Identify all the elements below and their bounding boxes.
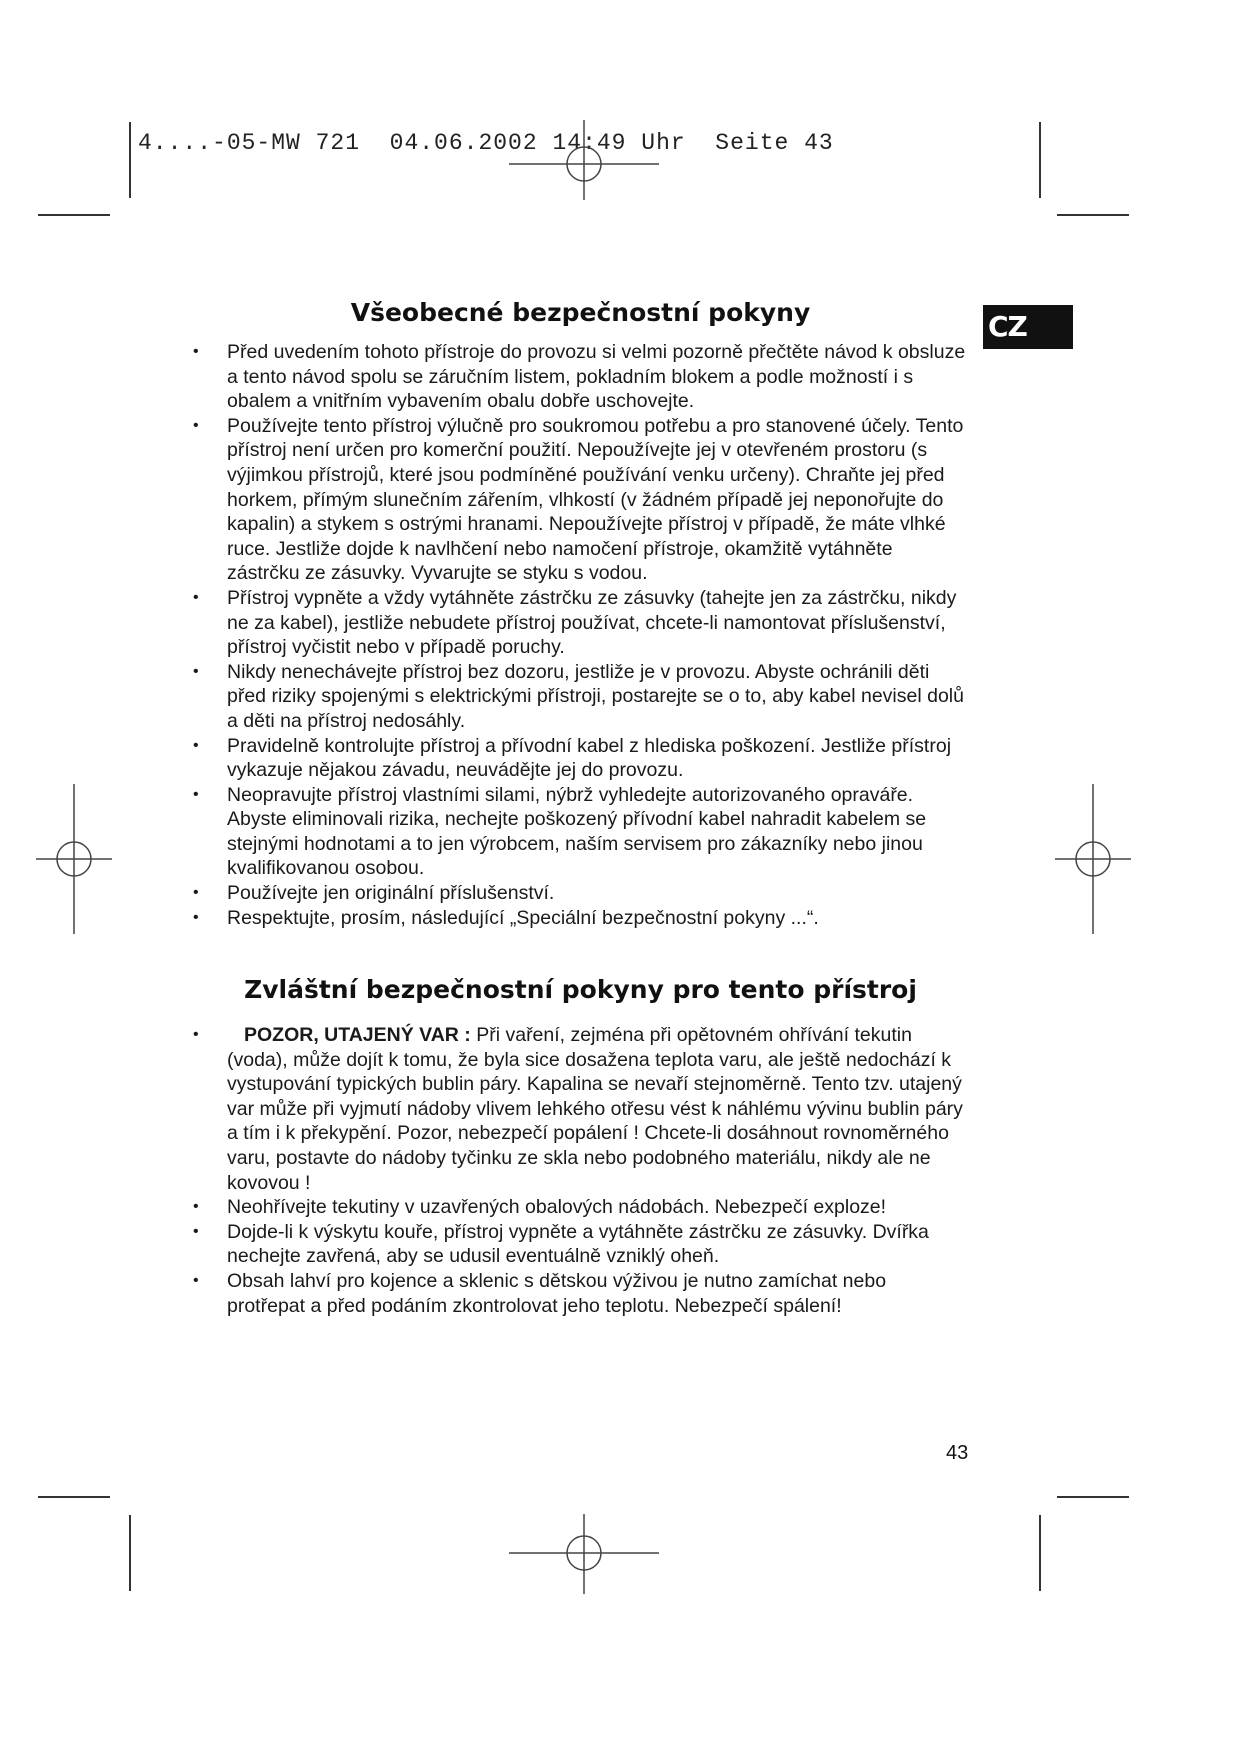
list-item: • Neopravujte přístroj vlastními silami, nýbrž vyhledejte autorizovaného opraváře. Abyste eliminovali rizika, nechejte poškozený přívodní kabel nahradit kabelem se stejnými hodnotami a to jen výrobcem, naším servisem pro zákazníky nebo jinou kvalifikovanou osobou.	[193, 783, 968, 881]
crop-mark-bottom-right-vertical	[1039, 1515, 1041, 1591]
section-heading: Všeobecné bezpečnostní pokyny	[350, 298, 811, 327]
page-number: 43	[946, 1442, 969, 1464]
safety-list	[193, 340, 968, 930]
section-heading: Zvláštní bezpečnostní pokyny pro tento přístroj	[244, 975, 917, 1004]
list-item: • Používejte jen originální příslušenství.	[193, 881, 968, 906]
list-item: • Pravidelně kontrolujte přístroj a přívodní kabel z hlediska poškození. Jestliže přístroj vykazuje nějakou závadu, neuvádějte jej do provozu.	[193, 734, 968, 783]
crop-mark-bottom-left-horizontal	[38, 1496, 110, 1498]
crop-mark-top-right-vertical	[1039, 122, 1041, 198]
list-item: • Respektujte, prosím, následující „Speciální bezpečnostní pokyny ...“.	[193, 906, 968, 931]
warning-label: POZOR, UTAJENÝ VAR :	[244, 1024, 471, 1046]
list-item: • Před uvedením tohoto přístroje do provozu si velmi pozorně přečtěte návod k obsluze a tento návod spolu se záručním listem, pokladním blokem a podle možností i s obalem a vnitřním vybavením obalu dobře uschovejte.	[193, 340, 968, 414]
list-item: • Přístroj vypněte a vždy vytáhněte zástrčku ze zásuvky (tahejte jen za zástrčku, nikdy ne za kabel), jestliže nebudete přístroj používat, chcete-li namontovat příslušenství, přístroj vyčistit nebo v případě poruchy.	[193, 586, 968, 660]
language-tab: CZ	[983, 305, 1073, 349]
general-safety-section	[193, 298, 968, 930]
safety-list	[193, 1023, 968, 1318]
list-item: • Neohřívejte tekutiny v uzavřených obalových nádobách. Nebezpečí exploze!	[193, 1195, 968, 1220]
crop-mark-top-right-horizontal	[1057, 214, 1129, 216]
registration-mark-bottom	[509, 1514, 659, 1594]
crop-mark-top-left-horizontal	[38, 214, 110, 216]
crop-mark-bottom-left-vertical	[129, 1515, 131, 1591]
registration-mark-right	[1055, 784, 1131, 934]
list-item: • Obsah lahví pro kojence a sklenic s dětskou výživou je nutno zamíchat nebo protřepat a před podáním zkontrolovat jeho teplotu. Nebezpečí spálení!	[193, 1269, 968, 1318]
list-item: • Používejte tento přístroj výlučně pro soukromou potřebu a pro stanovené účely. Tento přístroj není určen pro komerční použití. Nepoužívejte jej v otevřeném prostoru (s výjimkou přístrojů, které jsou podmíněné používání venku určeny). Chraňte jej před horkem, přímým slunečním zářením, vlhkostí (v žádném případě jej neponořujte do kapalin) a stykem s ostrými hranami. Nepoužívejte přístroj v případě, že máte vlhké ruce. Jestliže dojde k navlhčení nebo namočení přístroje, okamžitě vytáhněte zástrčku ze zásuvky. Vyvarujte se styku s vodou.	[193, 414, 968, 586]
warning-text: Při vaření, zejména při opětovném ohřívání tekutin (voda), může dojít k tomu, že byla sice dosažena teplota varu, ale ještě nedochází k vystupování typických bublin páry. Kapalina se nevaří stejnoměrně. Tento tzv. utajený var může při vyjmutí nádoby vlivem lehkého otřesu vést k náhlému vývinu bublin páry a tím i k překypění. Pozor, nebezpečí popálení ! Chcete-li dosáhnout rovnoměrného varu, postavte do nádoby tyčinku ze skla nebo podobného materiálu, nikdy ale ne kovovou !	[227, 1024, 963, 1194]
list-item: • Dojde-li k výskytu kouře, přístroj vypněte a vytáhněte zástrčku ze zásuvky. Dvířka nechejte zavřená, aby se udusil eventuálně vzniklý oheň.	[193, 1220, 968, 1269]
list-item-warning	[193, 1023, 968, 1195]
list-item: • Nikdy nenechávejte přístroj bez dozoru, jestliže je v provozu. Abyste ochránili děti před riziky spojenými s elektrickými přístroji, postarejte se o to, aby kabel nevisel dolů a děti na přístroj nedosáhly.	[193, 660, 968, 734]
crop-mark-top-left-vertical	[129, 122, 131, 198]
print-slug-line: 4....-05-MW 721 04.06.2002 14:49 Uhr Seite 43	[138, 130, 834, 156]
appliance-safety-section	[193, 975, 968, 1318]
registration-mark-top	[509, 120, 659, 200]
registration-mark-left	[36, 784, 112, 934]
crop-mark-bottom-right-horizontal	[1057, 1496, 1129, 1498]
